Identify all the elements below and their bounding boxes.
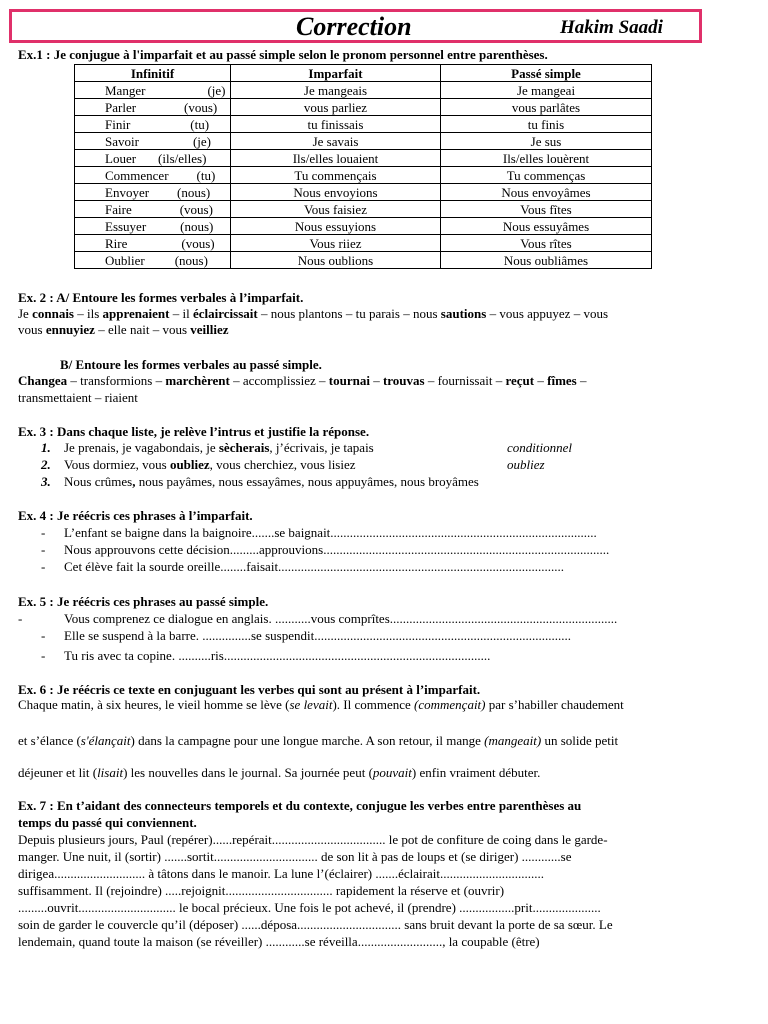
verb: Envoyer [105,184,150,200]
text: ). Il commence [332,697,415,712]
pronoun: (tu) [196,167,216,183]
text: et s’élance ( [18,733,81,748]
ex6-heading: Ex. 6 : Je réécris ce texte en conjuguant les verbes qui sont au présent à l’imparfait. [18,682,481,697]
bullet-dash: - [41,525,46,540]
passe-simple-cell: tu finis [441,116,652,133]
passe-simple-cell: Vous rîtes [441,235,652,252]
bullet-dash: - [41,628,46,643]
answer: (commençait) [414,697,486,712]
ex7-line-7: lendemain, quand toute la maison (se réveiller) ............se réveilla.........................., la coupable (être) [18,934,540,949]
item-number: 3. [41,474,51,489]
pronoun: (je) [207,82,226,98]
passe-simple-cell: Nous oubliâmes [441,252,652,269]
verb-highlight: fîmes [547,373,577,388]
imparfait-cell: Nous essuyions [231,218,441,235]
conjugation-table [74,64,652,269]
infinitive-cell [75,235,231,252]
verb: Commencer [105,167,169,183]
infinitive-cell [75,116,231,133]
answer: se levait [289,697,333,712]
ex5-line-3: Tu ris avec ta copine. ..........ris.................................................................................. [64,648,491,663]
ex2-b-line-2: transmettaient – riaient [18,390,138,405]
table-row [75,252,652,269]
ex3-answer-1: conditionnel [507,440,572,455]
passe-simple-cell: Je mangeai [441,82,652,99]
ex7-line-4: suffisamment. Il (rejoindre) .....rejoignit................................. rapidement la réserve et (ouvrir) [18,883,505,898]
verb-highlight: éclaircissait [192,306,258,321]
verb-highlight: reçut [505,373,535,388]
text: Vous dormiez, vous [64,457,170,472]
ex7-line-1: Depuis plusieurs jours, Paul (repérer)......repérait................................... le pot de confiture de coing dans le garde- [18,832,608,847]
table-row [75,99,652,116]
intruder-word: sècherais [218,440,270,455]
ex4-heading: Ex. 4 : Je réécris ces phrases à l’imparfait. [18,508,253,523]
infinitive-cell [75,133,231,150]
ex7-heading-line-2: temps du passé qui conviennent. [18,815,197,830]
infinitive-cell [75,167,231,184]
pronoun: (je) [192,133,211,149]
text: – vous appuyez – vous [486,306,609,321]
passe-simple-cell: Tu commenças [441,167,652,184]
text: ) enfin vraiment débuter. [411,765,541,780]
ex3-item-3 [64,474,479,490]
text: par s’habiller chaudement [485,697,624,712]
item-number: 1. [41,440,51,455]
text: ) dans la campagne pour une longue marche. A son retour, il mange [130,733,485,748]
verb: Oublier [105,252,145,268]
pronoun: (vous) [181,235,215,251]
pronoun: (tu) [190,116,210,132]
table-row [75,167,652,184]
table-row [75,184,652,201]
infinitive-cell [75,252,231,269]
text: Chaque matin, à six heures, le vieil homme se lève ( [18,697,290,712]
imparfait-cell: Nous oublions [231,252,441,269]
verb: Savoir [105,133,139,149]
passe-simple-cell: Nous essuyâmes [441,218,652,235]
table-row [75,218,652,235]
text: Nous crûmes [64,474,133,489]
intruder-word: oubliez [169,457,210,472]
ex3-item-1 [64,440,374,456]
table-row [75,133,652,150]
infinitive-cell [75,218,231,235]
column-header: Imparfait [231,65,441,82]
pronoun: (nous) [174,252,208,268]
text: , j’écrivais, je tapais [269,440,374,455]
imparfait-cell: Je mangeais [231,82,441,99]
verb-highlight: sautions [440,306,487,321]
ex5-heading: Ex. 5 : Je réécris ces phrases au passé simple. [18,594,269,609]
verb-highlight: Changea [18,373,68,388]
text: vous [18,322,46,337]
ex2-a-line-1 [18,306,608,322]
table-header-row [75,65,652,82]
verb-highlight: veilliez [190,322,229,337]
ex4-line-3: Cet élève fait la sourde oreille........faisait........................................................................................ [64,559,565,574]
infinitive-cell [75,99,231,116]
imparfait-cell: vous parliez [231,99,441,116]
text: – il [169,306,193,321]
page-title: Correction [296,12,412,41]
answer: pouvait [372,765,412,780]
imparfait-cell: Vous riiez [231,235,441,252]
infinitive-cell [75,82,231,99]
passe-simple-cell: Nous envoyâmes [441,184,652,201]
passe-simple-cell: Je sus [441,133,652,150]
bullet-dash: - [41,648,46,663]
ex4-line-1: L’enfant se baigne dans la baignoire.......se baignait.................................................................................. [64,525,597,540]
text: – [534,373,548,388]
ex4-line-2: Nous approuvons cette décision.........approuvions........................................................................................ [64,542,610,557]
imparfait-cell: Je savais [231,133,441,150]
verb: Rire [105,235,128,251]
verb-highlight: ennuyiez [45,322,95,337]
pronoun: (ils/elles) [158,150,207,166]
infinitive-cell [75,201,231,218]
item-number: 2. [41,457,51,472]
verb: Parler [105,99,137,115]
text: – elle nait – vous [94,322,191,337]
ex3-item-2 [64,457,356,473]
verb: Essuyer [105,218,147,234]
ex7-line-5: .........ouvrit.............................. le bocal précieux. Une fois le pot achevé, il (prendre) .................prit..................... [18,900,601,915]
text: – fournissait – [424,373,506,388]
ex5-line-1: Vous comprenez ce dialogue en anglais. ...........vous comprîtes...................................................................... [64,611,618,626]
verb: Faire [105,201,132,217]
text: – nous plantons – tu parais – nous [257,306,441,321]
ex7-heading-line-1: Ex. 7 : En t’aidant des connecteurs temporels et du contexte, conjugue les verbes entre parenthèses au [18,798,582,813]
verb-highlight: tournai [328,373,370,388]
text: Je [18,306,33,321]
text: Je prenais, je vagabondais, je [64,440,219,455]
answer: (mangeait) [484,733,542,748]
pronoun: (nous) [177,184,211,200]
pronoun: (vous) [179,201,213,217]
infinitive-cell [75,184,231,201]
table-row [75,235,652,252]
table-row [75,201,652,218]
verb: Louer [105,150,137,166]
verb: Manger [105,82,146,98]
text: , vous cherchiez, vous lisiez [209,457,356,472]
verb: Finir [105,116,131,132]
passe-simple-cell: Ils/elles louèrent [441,150,652,167]
column-header: Passé simple [441,65,652,82]
pronoun: (nous) [180,218,214,234]
text: – [576,373,587,388]
table-row [75,82,652,99]
ex3-answer-2: oubliez [507,457,545,472]
ex6-line-3 [18,765,540,781]
text: ) les nouvelles dans le journal. Sa journée peut ( [123,765,373,780]
column-header: Infinitif [75,65,231,82]
passe-simple-cell: Vous fîtes [441,201,652,218]
ex2-a-line-2 [18,322,229,338]
ex7-line-6: soin de garder le couvercle qu’il (déposer) ......déposa................................ sans bruit devant la porte de sa sœur. Le [18,917,613,932]
imparfait-cell: Ils/elles louaient [231,150,441,167]
text: – ils [74,306,103,321]
bullet-dash: - [41,559,46,574]
text: – transformions – [67,373,166,388]
imparfait-cell: tu finissais [231,116,441,133]
verb-highlight: apprenaient [102,306,170,321]
infinitive-cell [75,150,231,167]
text: un solide petit [541,733,619,748]
ex6-line-1 [18,697,624,713]
answer: lisait [97,765,124,780]
ex2-heading-a: Ex. 2 : A/ Entoure les formes verbales à l’imparfait. [18,290,304,305]
ex7-line-3: dirigea............................ à tâtons dans le manoir. La lune l’(éclairer) .......éclairait................................ [18,866,544,881]
table-row [75,150,652,167]
verb-highlight: trouvas [382,373,425,388]
bullet-dash: - [41,542,46,557]
ex6-line-2 [18,733,618,749]
text: déjeuner et lit ( [18,765,98,780]
author-name: Hakim Saadi [560,17,663,38]
verb-highlight: marchèrent [165,373,230,388]
text: – accomplissiez – [229,373,329,388]
pronoun: (vous) [184,99,218,115]
answer: s'élançait [80,733,131,748]
ex2-heading-b: B/ Entoure les formes verbales au passé simple. [60,357,322,372]
table-row [75,116,652,133]
imparfait-cell: Vous faisiez [231,201,441,218]
ex5-line-2: Elle se suspend à la barre. ...............se suspendit............................................................................... [64,628,571,643]
ex2-b-line-1 [18,373,586,389]
bullet-dash: - [18,611,23,626]
ex7-line-2: manger. Une nuit, il (sortir) .......sortit................................ de son lit à pas de loups et (se diriger) ............se [18,849,572,864]
verb-highlight: connais [32,306,74,321]
passe-simple-cell: vous parlâtes [441,99,652,116]
ex1-heading: Ex.1 : Je conjugue à l'imparfait et au passé simple selon le pronom personnel entre parenthèses. [18,47,548,62]
text: , [132,474,136,489]
imparfait-cell: Nous envoyions [231,184,441,201]
text: nous payâmes, nous essayâmes, nous appuyâmes, nous broyâmes [135,474,479,489]
imparfait-cell: Tu commençais [231,167,441,184]
text: – [369,373,383,388]
ex3-heading: Ex. 3 : Dans chaque liste, je relève l’intrus et justifie la réponse. [18,424,370,439]
